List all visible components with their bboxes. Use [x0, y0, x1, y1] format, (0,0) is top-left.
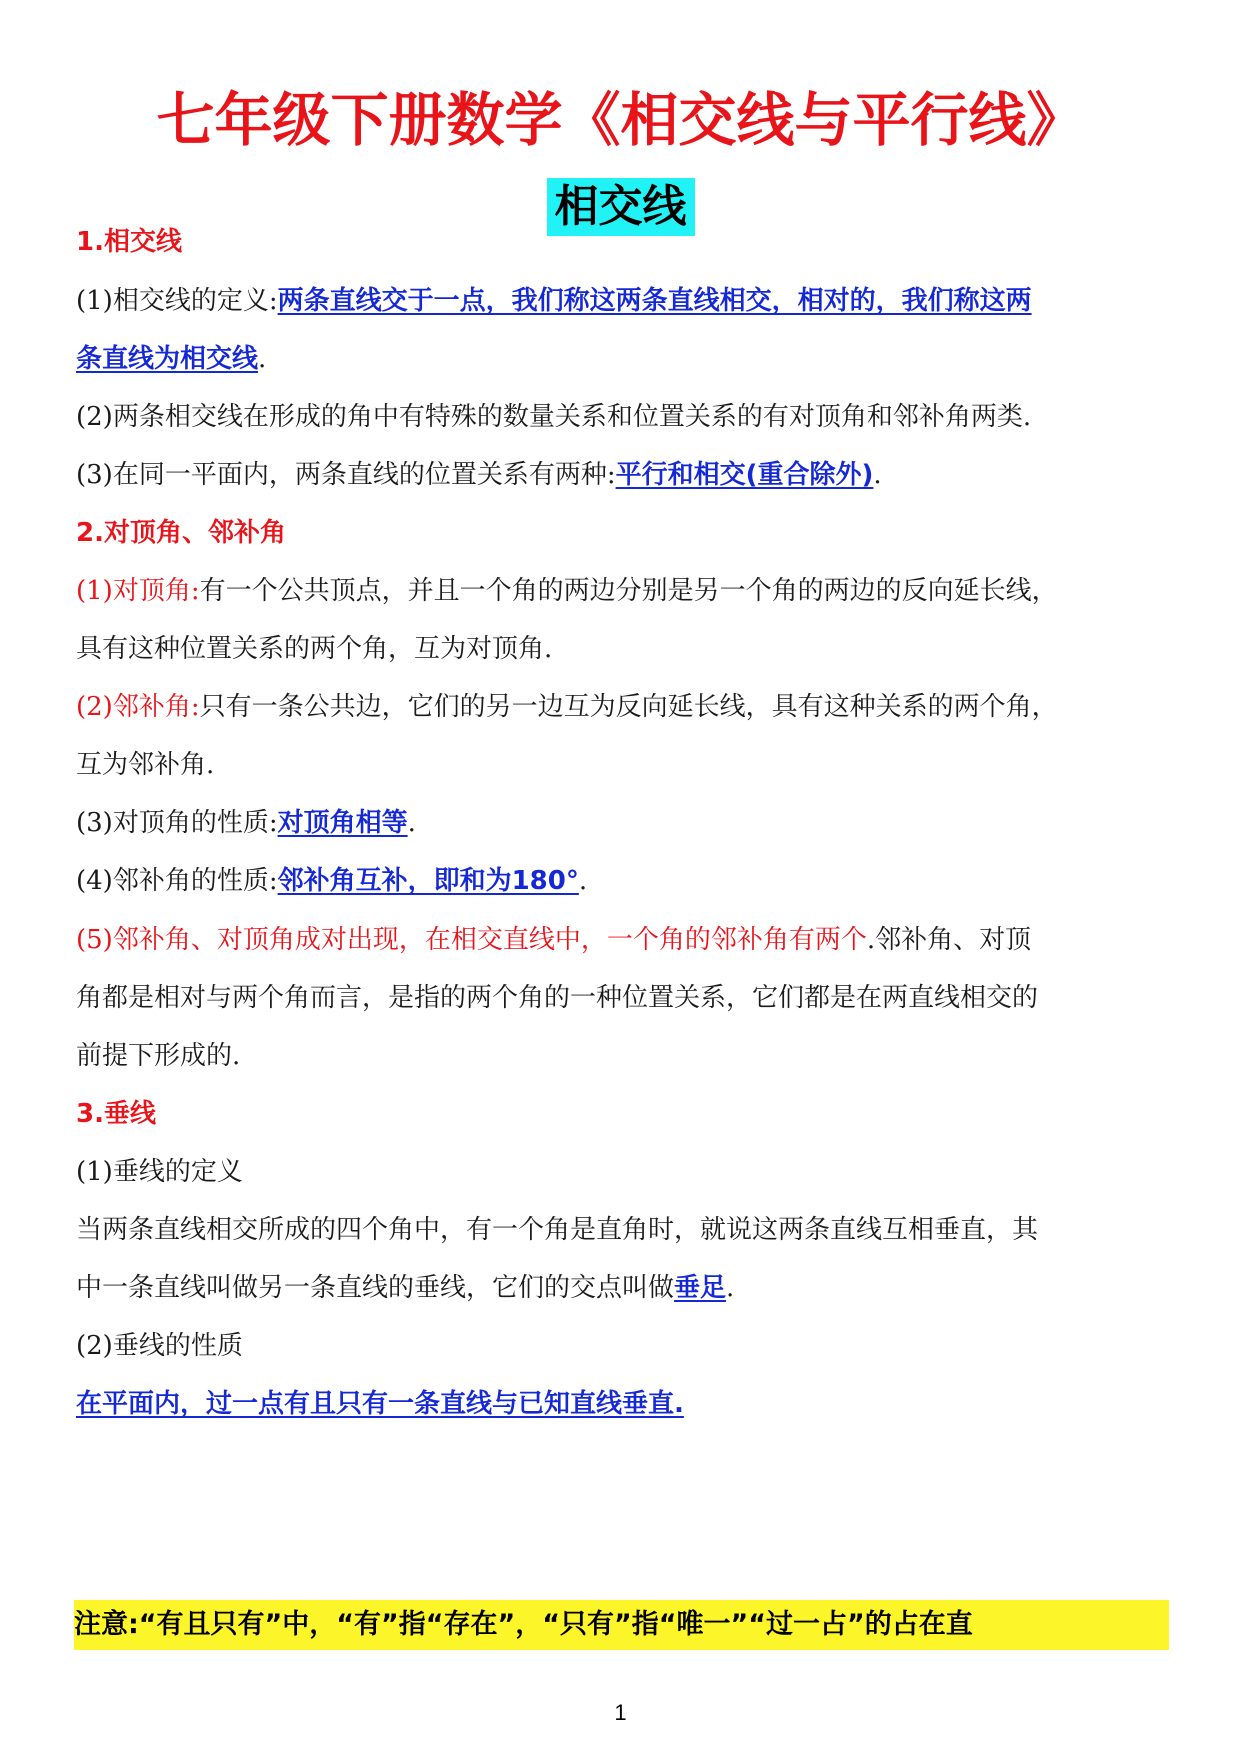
vertical-angle-property-line — [76, 803, 1176, 843]
pairing-note-line-2: 角都是相对与两个角而言，是指的两个角的一种位置关系，它们都是在两直线相交的 — [76, 983, 1039, 1013]
heading-intersecting-lines: 1.相交线 — [76, 227, 182, 257]
definition-period: . — [258, 344, 267, 374]
adjacent-angle-label: (2)邻补角: — [76, 692, 200, 722]
perpendicular-property-line — [76, 1384, 1176, 1424]
page-number: 1 — [614, 1700, 627, 1725]
position-relation-line — [76, 455, 1176, 495]
heading-vertical-adjacent-angles: 2.对顶角、邻补角 — [76, 518, 286, 548]
foot-of-perpendicular: 垂足 — [674, 1273, 727, 1303]
definition-line-2 — [76, 339, 1176, 379]
vertical-angle-label: (1)对顶角: — [76, 576, 200, 606]
adjacent-angle-property-period: . — [578, 866, 588, 896]
adjacent-angle-property-prefix: (4)邻补角的性质: — [76, 866, 278, 896]
perpendicular-definition-title: (1)垂线的定义 — [76, 1157, 243, 1187]
definition-line-1 — [76, 281, 1176, 321]
position-relation-period: . — [873, 460, 882, 490]
section-title: 相交线 — [547, 178, 695, 236]
perpendicular-definition-period: . — [726, 1273, 735, 1303]
perpendicular-definition-line-2 — [76, 1268, 1176, 1308]
definition-prefix: (1)相交线的定义: — [76, 286, 278, 316]
adjacent-angle-line-2: 互为邻补角. — [76, 750, 215, 780]
vertical-angle-property-answer: 对顶角相等 — [277, 808, 408, 838]
vertical-angle-property-prefix: (3)对顶角的性质: — [76, 808, 278, 838]
perpendicular-property-title: (2)垂线的性质 — [76, 1331, 243, 1361]
page-title: 七年级下册数学《相交线与平行线》 — [156, 86, 1085, 154]
position-relation-prefix: (3)在同一平面内，两条直线的位置关系有两种: — [76, 460, 616, 490]
position-relation-answer: 平行和相交(重合除外) — [615, 460, 874, 490]
heading-perpendicular: 3.垂线 — [76, 1099, 156, 1129]
pairing-note-highlight: (5)邻补角、对顶角成对出现，在相交直线中，一个角的邻补角有两个 — [76, 925, 867, 955]
pairing-note-line-3: 前提下形成的. — [76, 1041, 241, 1071]
definition-answer-part2: 条直线为相交线 — [76, 344, 259, 374]
vertical-angle-line-2: 具有这种位置关系的两个角，互为对顶角. — [76, 634, 553, 664]
adjacent-angle-line-1 — [76, 687, 1176, 727]
pairing-note-text: .邻补角、对顶 — [866, 925, 1032, 955]
perpendicular-definition-text: 中一条直线叫做另一条直线的垂线，它们的交点叫做 — [76, 1273, 675, 1303]
vertical-angle-property-period: . — [407, 808, 416, 838]
pairing-note-line-1 — [76, 920, 1176, 960]
definition-answer-part1: 两条直线交于一点，我们称这两条直线相交，相对的，我们称这两 — [277, 286, 1032, 316]
angle-types-line: (2)两条相交线在形成的角中有特殊的数量关系和位置关系的有对顶角和邻补角两类. — [76, 402, 1032, 432]
vertical-angle-text: 有一个公共顶点，并且一个角的两边分别是另一个角的两边的反向延长线， — [199, 576, 1058, 606]
perpendicular-definition-line-1: 当两条直线相交所成的四个角中，有一个角是直角时，就说这两条直线互相垂直，其 — [76, 1215, 1039, 1245]
perpendicular-property-answer: 在平面内，过一点有且只有一条直线与已知直线垂直. — [76, 1389, 684, 1419]
adjacent-angle-property-line — [76, 861, 1176, 901]
note-highlight: 注意:“有且只有”中，“有”指“存在”，“只有”指“唯一”“过一占”的占在直 — [74, 1600, 1169, 1650]
adjacent-angle-text: 只有一条公共边，它们的另一边互为反向延长线，具有这种关系的两个角， — [199, 692, 1058, 722]
vertical-angle-line-1 — [76, 571, 1176, 611]
adjacent-angle-property-answer: 邻补角互补，即和为180° — [277, 866, 579, 896]
